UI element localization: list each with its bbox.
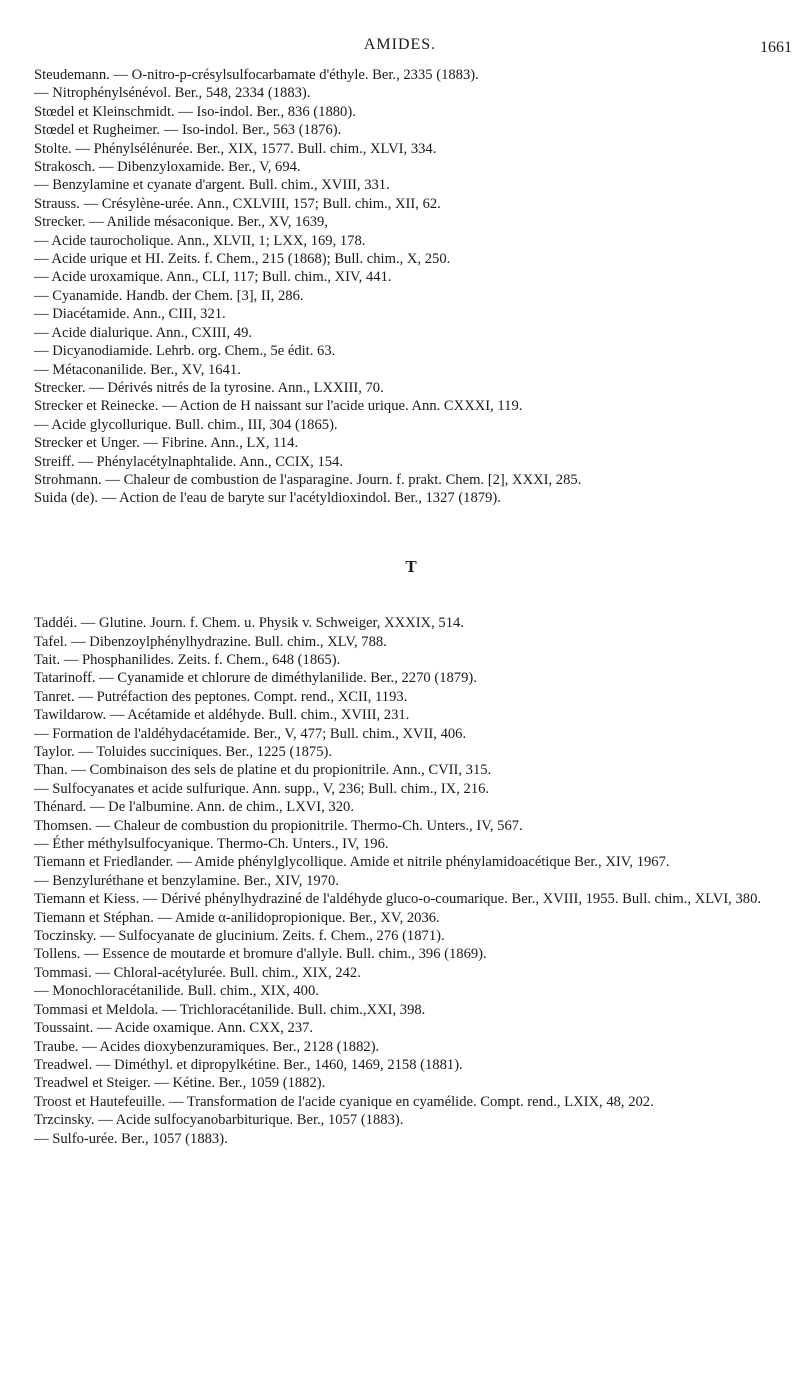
bibliography-entry: Taylor. — Toluides succiniques. Ber., 1225 (1875). [34,744,333,760]
bibliography-entry: — Acide dialurique. Ann., CXIII, 49. [34,324,253,341]
bibliography-entry: Tanret. — Putréfaction des peptones. Compt. rend., XCII, 1193. [34,688,408,705]
bibliography-entry: Thénard. — De l'albumine. Ann. de chim., LXVI, 320. [34,799,354,816]
bibliography-entry: Tiemann et Stéphan. — Amide α-anilidopropionique. Ber., XV, 2036. [34,909,440,926]
bibliography-entry: — Diacétamide. Ann., CIII, 321. [34,306,226,323]
bibliography-entry: Strakosch. — Dibenzyloxamide. Ber., V, 694. [34,159,301,176]
bibliography-entry: Toczinsky. — Sulfocyanate de glucinium. Zeits. f. Chem., 276 (1871). [34,928,445,945]
page-number: 1661 [760,39,792,56]
bibliography-entry: Stolte. — Phénylsélénurée. Ber., XIX, 1577. Bull. chim., XLVI, 334. [34,140,437,157]
bibliography-entry: Tatarinoff. — Cyanamide et chlorure de diméthylanilide. Ber., 2270 (1879). [34,670,477,687]
bibliography-entry: — Formation de l'aldéhydacétamide. Ber., V, 477; Bull. chim., XVII, 406. [34,725,467,742]
bibliography-entry: Toussaint. — Acide oxamique. Ann. CXX, 237. [34,1020,314,1037]
running-title: AMIDES. [363,36,437,53]
bibliography-entry: Strecker et Unger. — Fibrine. Ann., LX, 114. [34,435,299,452]
bibliography-entry: — Monochloracétanilide. Bull. chim., XIX, 400. [34,983,319,1000]
bibliography-entry: Treadwel. — Diméthyl. et dipropylkétine. Ber., 1460, 1469, 2158 (1881). [34,1056,463,1073]
bibliography-entry: Stœdel et Rugheimer. — Iso-indol. Ber., 563 (1876). [34,122,342,139]
bibliography-entry: Treadwel et Steiger. — Kétine. Ber., 1059 (1882). [34,1075,326,1092]
entries-t-section [34,614,788,1148]
bibliography-entry: Than. — Combinaison des sels de platine et du propionitrile. Ann., CVII, 315. [34,762,492,779]
bibliography-entry: Strecker. — Dérivés nitrés de la tyrosine. Ann., LXXIII, 70. [34,379,384,396]
bibliography-entry: Steudemann. — O-nitro-p-crésylsulfocarbamate d'éthyle. Ber., 2335 (1883). [34,67,479,83]
bibliography-entry: Trzcinsky. — Acide sulfocyanobarbiturique. Ber., 1057 (1883). [34,1112,404,1129]
bibliography-entry: — Acide urique et HI. Zeits. f. Chem., 215 (1868); Bull. chim., X, 250. [34,251,451,268]
bibliography-entry: Tawildarow. — Acétamide et aldéhyde. Bull. chim., XVIII, 231. [34,707,410,724]
bibliography-entry: — Dicyanodiamide. Lehrb. org. Chem., 5e édit. 63. [34,343,336,360]
bibliography-entry: — Sulfo-urée. Ber., 1057 (1883). [34,1130,228,1147]
bibliography-entry: — Acide uroxamique. Ann., CLI, 117; Bull. chim., XIV, 441. [34,269,392,286]
bibliography-entry: Strauss. — Crésylène-urée. Ann., CXLVIII, 157; Bull. chim., XII, 62. [34,195,441,212]
bibliography-entry: Tiemann et Friedlander. — Amide phénylglycollique. Amide et nitrile phénylamidoacétique Ber., XIV, 1967. [34,854,670,871]
bibliography-entry: Streiff. — Phénylacétylnaphtalide. Ann., CCIX, 154. [34,453,343,470]
bibliography-entry: Stœdel et Kleinschmidt. — Iso-indol. Ber., 836 (1880). [34,103,356,120]
bibliography-entry: Tafel. — Dibenzoylphénylhydrazine. Bull. chim., XLV, 788. [34,633,387,650]
bibliography-list [34,66,788,1148]
bibliography-entry: Strohmann. — Chaleur de combustion de l'asparagine. Journ. f. prakt. Chem. [2], XXXI, 285. [34,471,582,488]
page-header [0,36,800,60]
bibliography-entry: Strecker. — Anilide mésaconique. Ber., XV, 1639, [34,214,328,231]
bibliography-entry: Tommasi. — Chloral-acétylurée. Bull. chim., XIX, 242. [34,964,361,981]
bibliography-entry: Thomsen. — Chaleur de combustion du propionitrile. Thermo-Ch. Unters., IV, 567. [34,817,523,834]
bibliography-entry: — Éther méthylsulfocyanique. Thermo-Ch. Unters., IV, 196. [34,836,389,853]
bibliography-entry: — Benzylamine et cyanate d'argent. Bull. chim., XVIII, 331. [34,177,390,194]
entries-s-section [34,66,788,508]
bibliography-entry: Suida (de). — Action de l'eau de baryte sur l'acétyldioxindol. Ber., 1327 (1879). [34,490,501,507]
bibliography-entry: — Acide taurocholique. Ann., XLVII, 1; LXX, 169, 178. [34,232,366,249]
bibliography-entry: Tait. — Phosphanilides. Zeits. f. Chem., 648 (1865). [34,651,341,668]
bibliography-entry: — Cyanamide. Handb. der Chem. [3], II, 286. [34,287,304,304]
bibliography-entry: — Acide glycollurique. Bull. chim., III, 304 (1865). [34,416,338,433]
bibliography-entry: — Métaconanilide. Ber., XV, 1641. [34,361,241,378]
bibliography-entry: Tommasi et Meldola. — Trichloracétanilide. Bull. chim.,XXI, 398. [34,1001,426,1018]
bibliography-entry: Strecker et Reinecke. — Action de H naissant sur l'acide urique. Ann. CXXXI, 119. [34,398,523,415]
bibliography-entry: Tollens. — Essence de moutarde et bromure d'allyle. Bull. chim., 396 (1869). [34,946,487,963]
bibliography-entry: Taddéi. — Glutine. Journ. f. Chem. u. Physik v. Schweiger, XXXIX, 514. [34,615,464,632]
bibliography-entry: — Nitrophénylsénévol. Ber., 548, 2334 (1883). [34,85,311,102]
bibliography-entry: Troost et Hautefeuille. — Transformation de l'acide cyanique en cyamélide. Compt. rend., LXIX, 48, 202. [34,1093,654,1110]
bibliography-entry: — Sulfocyanates et acide sulfurique. Ann. supp., V, 236; Bull. chim., IX, 216. [34,780,490,797]
bibliography-entry: — Benzyluréthane et benzylamine. Ber., XIV, 1970. [34,872,339,889]
section-letter-t: T [405,556,417,576]
bibliography-entry: Traube. — Acides dioxybenzuramiques. Ber., 2128 (1882). [34,1038,380,1055]
bibliography-entry: Tiemann et Kiess. — Dérivé phénylhydraziné de l'aldéhyde gluco-o-coumarique. Ber., XVIII, 1955. Bull. chim., XLVI, 380. [34,891,762,908]
